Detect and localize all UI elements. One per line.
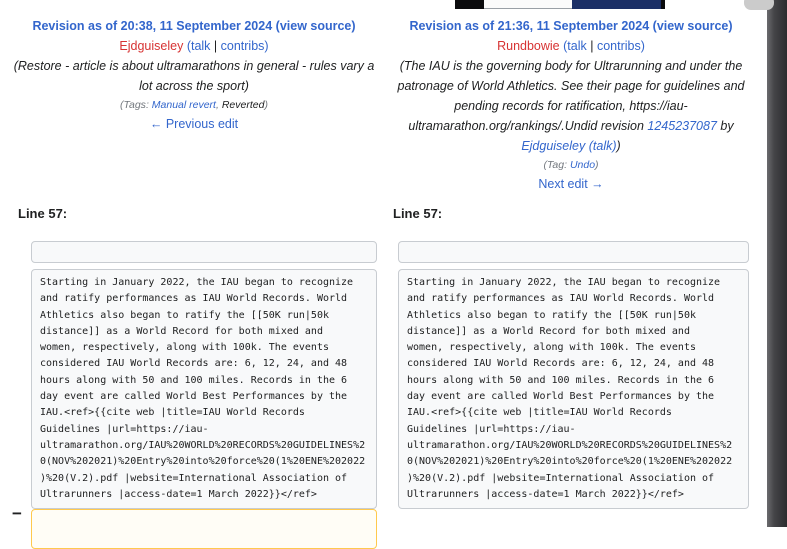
old-revision-title: [8, 16, 380, 36]
text-segment: (: [543, 159, 547, 171]
text-segment: (The IAU is the governing body for Ultrarunning and under the patronage of World Athletics. See their page for guidelines and pending records for ratification, https://iau-ultramarathon.org/rankings/.Undid revision: [397, 59, 745, 133]
diff-context-line: women, respectively, along with 100k. The events: [40, 342, 329, 354]
diff-context-line: considered IAU World Records are: 6, 12, 24, and 48: [40, 358, 348, 370]
line-number-header-right: Line 57:: [393, 206, 443, 221]
new-revision-header: [386, 16, 756, 194]
tag-undo-link[interactable]: Undo: [569, 159, 596, 171]
tag-manual-revert-link[interactable]: Manual revert: [151, 99, 216, 111]
diff-context-line: Athletics also began to ratify the [[50K run|50k: [407, 309, 696, 321]
text-segment: ): [595, 159, 599, 171]
deleted-line-cell: [31, 509, 377, 549]
diff-context-line: and ratify performances as IAU World Records. World: [407, 293, 715, 305]
window-edge-band: [767, 0, 787, 527]
diff-context-line: day event are called World Best Performances by the: [407, 391, 715, 403]
diff-context-line: 0(NOV%202021)%20Entry%20into%20force%20(1%20ENE%202022: [407, 456, 733, 468]
talk-link[interactable]: talk: [190, 39, 211, 53]
diff-context-line: Starting in January 2022, the IAU began to recognize: [407, 277, 721, 288]
diff-context-line: ultramarathon.org/IAU%20WORLD%20RECORDS%20GUIDELINES%2: [40, 439, 366, 451]
context-text-cell-right: [398, 269, 749, 509]
line-number-header-left: Line 57:: [18, 206, 68, 221]
find-input[interactable]: [484, 0, 572, 9]
diff-context-line: )%20(V.2).pdf |website=International Association of: [40, 472, 348, 484]
talk-link[interactable]: talk: [567, 39, 587, 53]
text-segment: ): [616, 139, 621, 153]
diff-context-line: and ratify performances as IAU World Records. World: [40, 293, 348, 305]
diff-context-line: Ultrarunners |access-date=1 March 2022}}</ref>: [407, 488, 684, 500]
new-revision-title: [386, 16, 756, 36]
contribs-link[interactable]: contribs: [220, 39, 265, 53]
text-segment: Tags: [123, 99, 146, 111]
text-segment: |: [586, 39, 597, 53]
diff-context-line: distance]] as a World Record for both mixed and: [407, 325, 690, 337]
text-segment: by: [716, 119, 734, 133]
user-link[interactable]: Ejdguiseley: [119, 39, 184, 53]
old-view-source-link[interactable]: (view source): [275, 19, 356, 33]
diff-context-line: Ultrarunners |access-date=1 March 2022}}</ref>: [40, 488, 317, 500]
new-revision-comment: [386, 56, 756, 156]
text-segment[interactable]: (: [183, 39, 191, 53]
user-link[interactable]: Rundbowie: [497, 39, 560, 53]
old-revision-comment: [8, 56, 380, 96]
window-control-pill[interactable]: [744, 0, 774, 10]
text-segment[interactable]: ): [640, 39, 645, 53]
context-empty-cell-right: [398, 241, 749, 263]
context-empty-cell-left: [31, 241, 377, 263]
diff-context-line: Guidelines |url=https://iau-: [407, 423, 576, 435]
new-view-source-link[interactable]: (view source): [652, 19, 733, 33]
diff-context-line: ultramarathon.org/IAU%20WORLD%20RECORDS%20GUIDELINES%2: [407, 439, 733, 451]
diff-context-line: IAU.<ref>{{cite web |title=IAU World Records: [40, 407, 305, 419]
diff-context-line: distance]] as a World Record for both mixed and: [40, 325, 323, 337]
old-revision-title-link[interactable]: Revision as of 20:38, 11 September 2024: [32, 19, 273, 33]
text-segment: :: [145, 99, 152, 111]
old-revision-tags: [8, 96, 380, 114]
text-segment: ): [264, 99, 268, 111]
diff-context-line: hours along with 50 and 100 miles. Records in the 6: [40, 374, 348, 386]
undone-user-talk-link[interactable]: (talk): [588, 139, 617, 153]
old-revision-header: [8, 16, 380, 134]
old-revision-user-line: [8, 36, 380, 56]
diff-context-line: )%20(V.2).pdf |website=International Association of: [407, 472, 715, 484]
new-revision-title-link[interactable]: Revision as of 21:36, 11 September 2024: [409, 19, 650, 33]
text-segment: (Restore - article is about ultramarathons in general - rules vary a lot across the sport): [13, 59, 375, 93]
diff-context-line: Athletics also began to ratify the [[50K run|50k: [40, 309, 329, 321]
diff-context-line: Guidelines |url=https://iau-: [40, 423, 209, 435]
new-revision-user-line: [386, 36, 756, 56]
top-find-bar: [455, 0, 665, 9]
previous-edit-link[interactable]: ← Previous edit: [149, 117, 239, 131]
text-segment: Tag: [546, 159, 565, 171]
undone-revision-link[interactable]: 1245237087: [647, 119, 717, 133]
text-segment: Reverted: [221, 99, 265, 111]
diff-context-line: day event are called World Best Performances by the: [40, 391, 348, 403]
text-segment[interactable]: (: [559, 39, 568, 53]
text-segment: ,: [215, 99, 222, 111]
context-text-cell-left: [31, 269, 377, 509]
undone-user-link[interactable]: Ejdguiseley: [521, 139, 586, 153]
diff-context-line: Starting in January 2022, the IAU began to recognize: [40, 277, 354, 288]
text-segment[interactable]: ): [264, 39, 269, 53]
diff-context-line: hours along with 50 and 100 miles. Records in the 6: [407, 374, 715, 386]
find-button[interactable]: [572, 0, 661, 9]
new-revision-tags: [386, 156, 756, 174]
text-segment: |: [210, 39, 221, 53]
diff-context-line: IAU.<ref>{{cite web |title=IAU World Records: [407, 407, 672, 419]
diff-context-line: women, respectively, along with 100k. The events: [407, 342, 696, 354]
diff-context-line: considered IAU World Records are: 6, 12, 24, and 48: [407, 358, 715, 370]
text-segment: (: [120, 99, 124, 111]
diff-context-line: 0(NOV%202021)%20Entry%20into%20force%20(1%20ENE%202022: [40, 456, 366, 468]
next-edit-link[interactable]: Next edit →: [538, 177, 604, 191]
contribs-link[interactable]: contribs: [596, 39, 641, 53]
text-segment: :: [564, 159, 570, 171]
deleted-line-marker: −: [12, 504, 22, 523]
